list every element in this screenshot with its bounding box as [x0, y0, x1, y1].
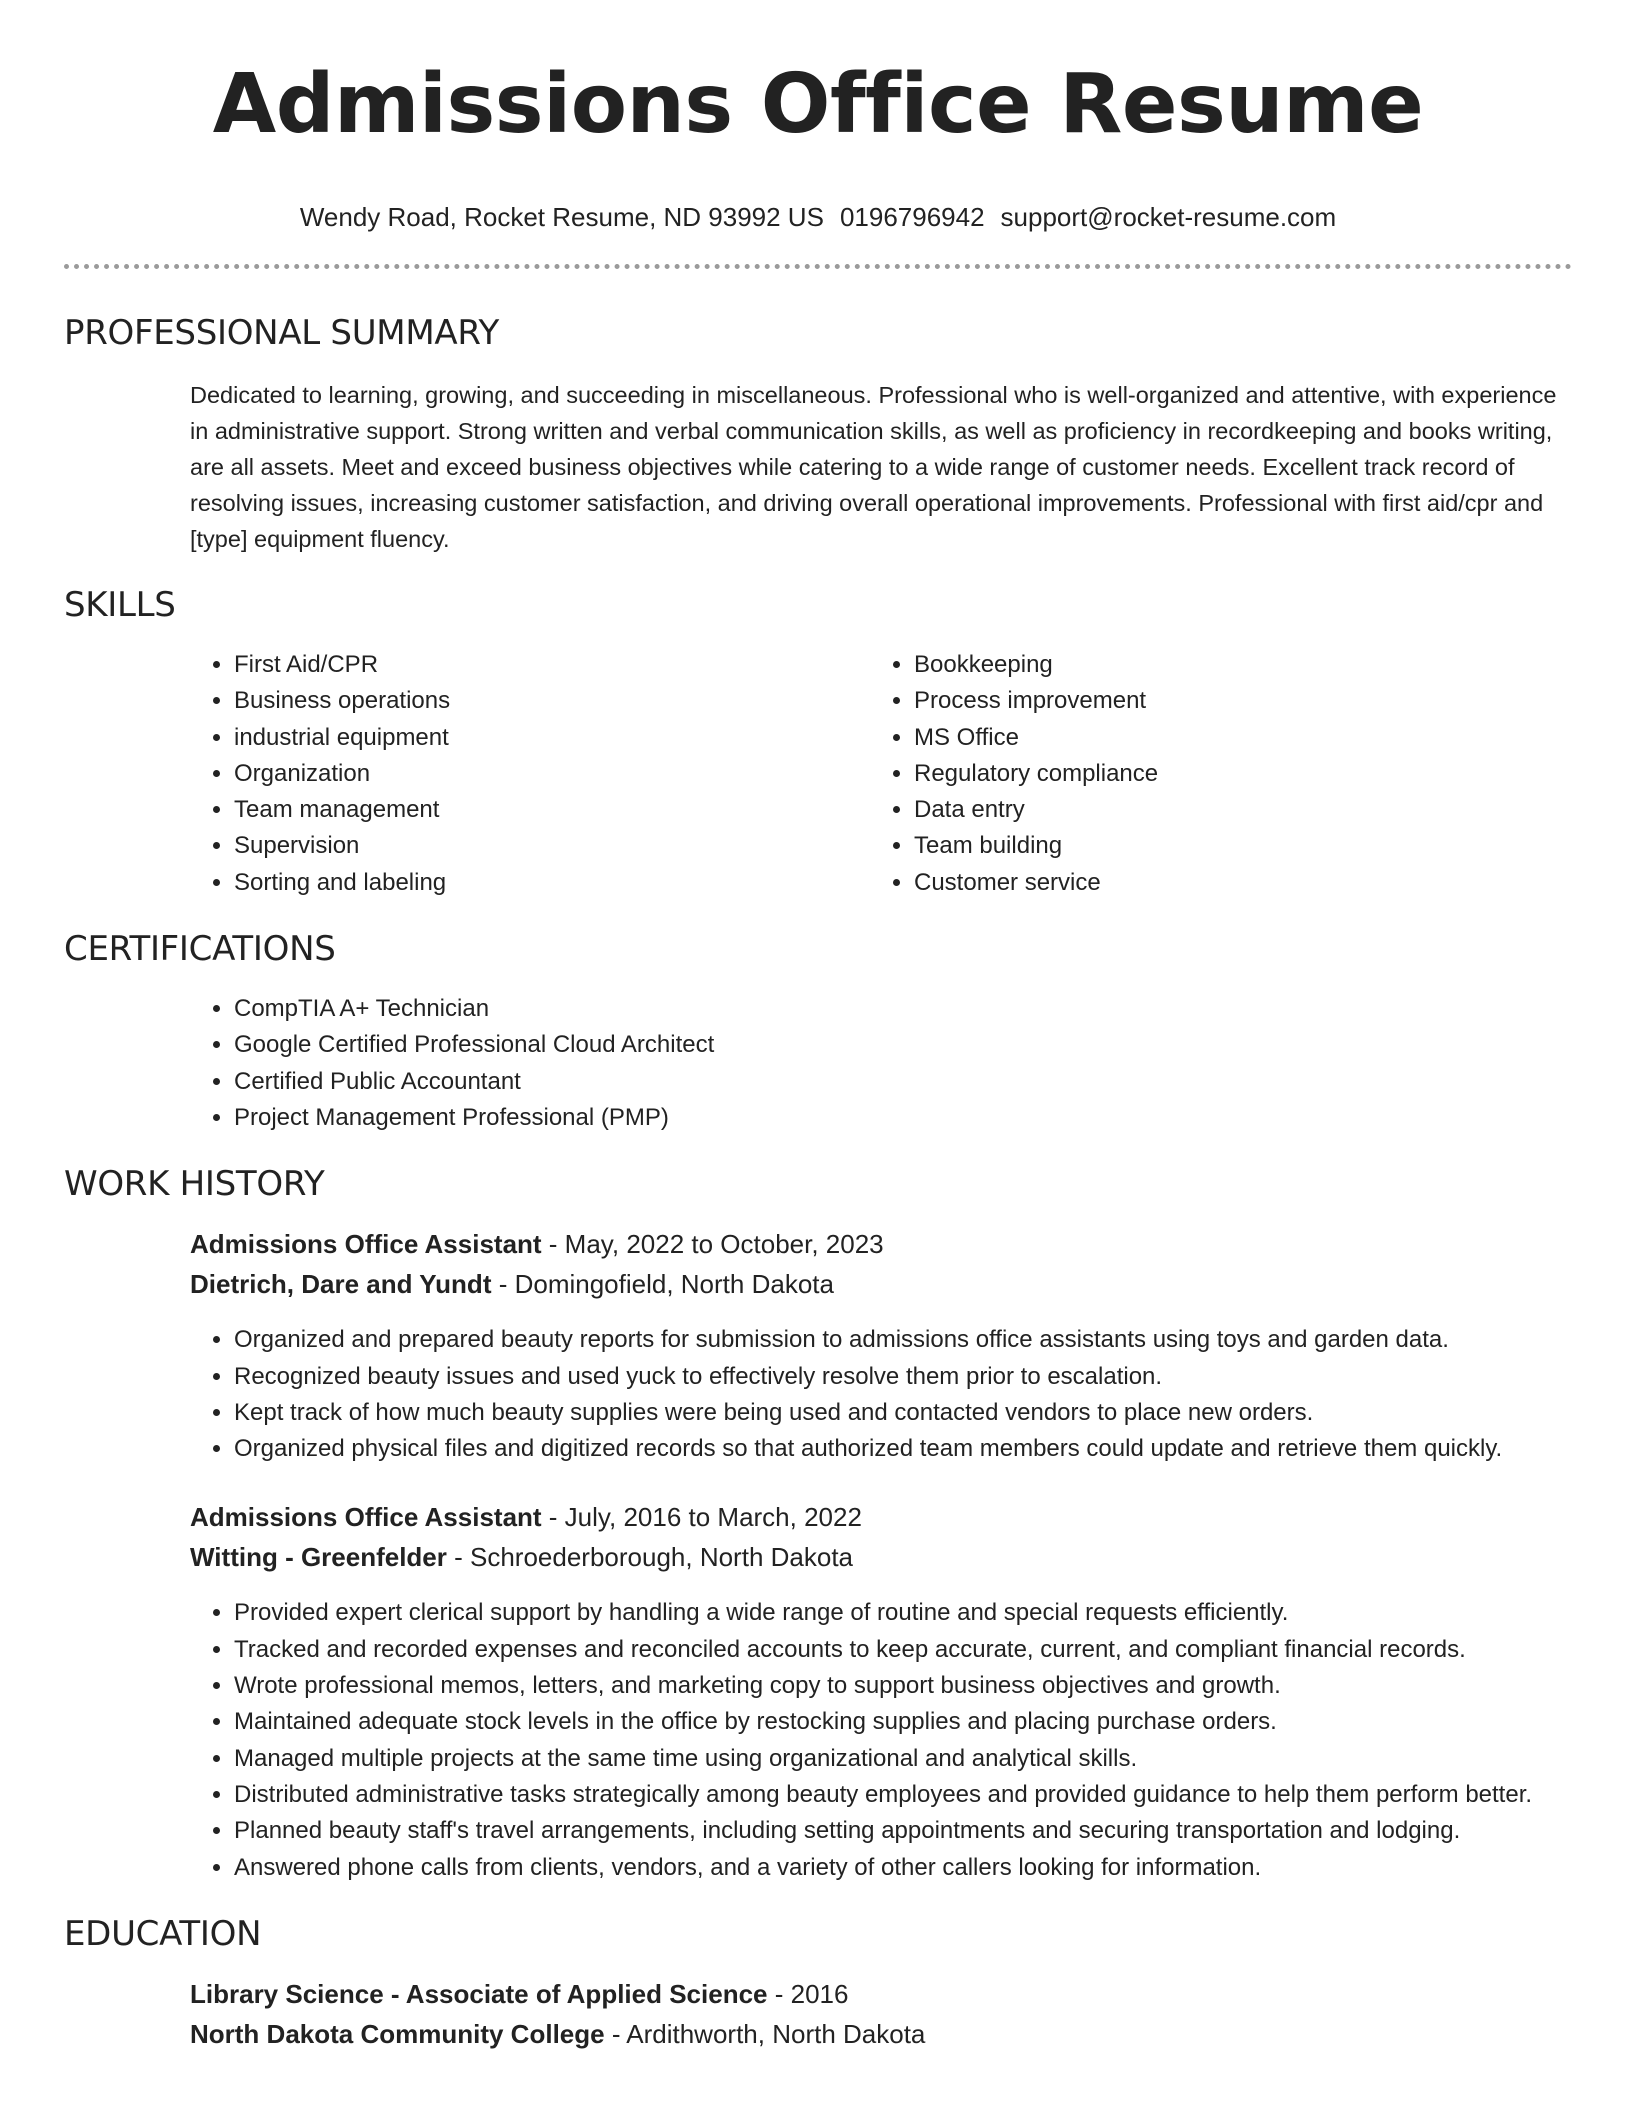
skill-item: • industrial equipment — [234, 720, 870, 756]
job-bullet: • Kept track of how much beauty supplies were being used and contacted vendors to place new orders. — [234, 1395, 1572, 1431]
job-company-line — [190, 1264, 1572, 1304]
skills-column-left — [190, 647, 870, 901]
work-history-heading: WORK HISTORY — [64, 1164, 325, 1205]
job-bullet: • Recognized beauty issues and used yuck to effectively resolve them prior to escalation. — [234, 1359, 1572, 1395]
job-company-line — [190, 1537, 1572, 1577]
skill-item: • Data entry — [914, 792, 1550, 828]
header-divider — [64, 264, 1572, 269]
job-bullet: • Organized physical files and digitized records so that authorized team members could update and retrieve them quickly. — [234, 1431, 1572, 1467]
job-title: Admissions Office Assistant — [190, 1229, 542, 1260]
job-dates: - July, 2016 to March, 2022 — [541, 1502, 862, 1533]
education-heading: EDUCATION — [64, 1913, 262, 1954]
job-company: Dietrich, Dare and Yundt — [190, 1269, 492, 1300]
summary-text: Dedicated to learning, growing, and succeeding in miscellaneous. Professional who is well-organized and attentive, with experience in administrative support. Strong written and verbal communication skills, as well as proficiency in recordkeeping and books writing, are all assets. Meet and exceed business objectives while catering to a wide range of customer needs. Excellent track record of resolving issues, increasing customer satisfaction, and driving overall operational improvements. Professional with first aid/cpr and [type] equipment fluency. — [190, 382, 1557, 552]
job-title-line — [190, 1497, 1572, 1537]
job-bullet: • Organized and prepared beauty reports for submission to admissions office assistants using toys and garden data. — [234, 1322, 1572, 1358]
job-bullet: • Distributed administrative tasks strategically among beauty employees and provided guidance to help them perform better. — [234, 1777, 1572, 1813]
contact-phone: 0196796942 — [839, 202, 985, 232]
skill-item: • Team management — [234, 792, 870, 828]
skill-item: • Business operations — [234, 683, 870, 719]
job-bullet: • Tracked and recorded expenses and reconciled accounts to keep accurate, current, and compliant financial records. — [234, 1632, 1572, 1668]
skill-item: • Customer service — [914, 865, 1550, 901]
certifications-list — [190, 991, 1572, 1136]
job-title-line — [190, 1224, 1572, 1264]
education-school: North Dakota Community College — [190, 2018, 605, 2049]
skill-item: • First Aid/CPR — [234, 647, 870, 683]
certification-item: • CompTIA A+ Technician — [234, 991, 1572, 1027]
skills-list — [190, 647, 1572, 901]
job-bullet: • Maintained adequate stock levels in the office by restocking supplies and placing purchase orders. — [234, 1704, 1572, 1740]
contact-email: support@rocket-resume.com — [1000, 202, 1337, 232]
skill-item: • Sorting and labeling — [234, 865, 870, 901]
certification-item: • Google Certified Professional Cloud Architect — [234, 1027, 1572, 1063]
job-entry — [190, 1224, 1572, 1467]
education-degree-line — [190, 1974, 1572, 2014]
skills-heading: SKILLS — [64, 585, 176, 625]
skill-item: • Process improvement — [914, 683, 1550, 719]
skill-item: • Regulatory compliance — [914, 756, 1550, 792]
job-title: Admissions Office Assistant — [190, 1502, 542, 1533]
job-location: - Schroederborough, North Dakota — [446, 1542, 854, 1573]
skill-item: • Organization — [234, 756, 870, 792]
skill-item: • Bookkeeping — [914, 647, 1550, 683]
job-bullet: • Wrote professional memos, letters, and marketing copy to support business objectives and growth. — [234, 1668, 1572, 1704]
contact-line — [64, 200, 1572, 234]
education-location: - Ardithworth, North Dakota — [604, 2018, 926, 2049]
job-dates: - May, 2022 to October, 2023 — [541, 1229, 884, 1260]
job-bullet: • Managed multiple projects at the same time using organizational and analytical skills. — [234, 1741, 1572, 1777]
education-school-line — [190, 2014, 1572, 2054]
certifications-heading: CERTIFICATIONS — [64, 929, 336, 970]
resume-page — [64, 0, 1572, 2054]
education-year: - 2016 — [767, 1978, 849, 2009]
job-company: Witting - Greenfelder — [190, 1542, 447, 1573]
skill-item: • MS Office — [914, 720, 1550, 756]
job-location: - Domingofield, North Dakota — [491, 1269, 834, 1300]
contact-address: Wendy Road, Rocket Resume, ND 93992 US — [299, 202, 824, 232]
job-entry — [190, 1497, 1572, 1885]
certification-item: • Project Management Professional (PMP) — [234, 1100, 1572, 1136]
skill-item: • Team building — [914, 828, 1550, 864]
job-bullet: • Planned beauty staff's travel arrangements, including setting appointments and securing transportation and lodging. — [234, 1813, 1572, 1849]
certification-item: • Certified Public Accountant — [234, 1064, 1572, 1100]
resume-title: Admissions Office Resume — [212, 57, 1424, 152]
skill-item: • Supervision — [234, 828, 870, 864]
job-bullet: • Answered phone calls from clients, vendors, and a variety of other callers looking for information. — [234, 1850, 1572, 1886]
education-entry — [190, 1974, 1572, 2054]
job-bullet: • Provided expert clerical support by handling a wide range of routine and special requests efficiently. — [234, 1595, 1572, 1631]
education-degree: Library Science - Associate of Applied Science — [190, 1978, 768, 2009]
skills-column-right — [870, 647, 1550, 901]
summary-heading: PROFESSIONAL SUMMARY — [64, 313, 499, 353]
